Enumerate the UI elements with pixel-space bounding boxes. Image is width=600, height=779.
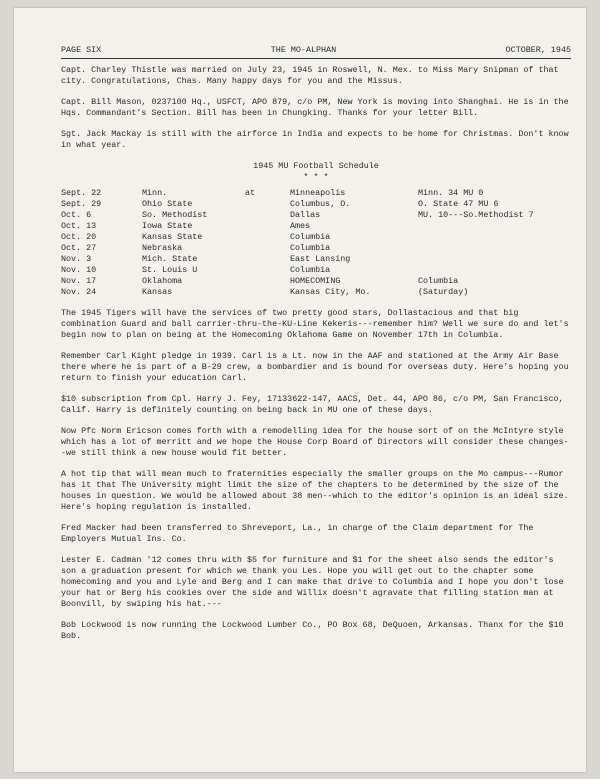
schedule-at — [245, 221, 290, 232]
schedule-result: O. State 47 MU 6 — [418, 199, 499, 209]
schedule-row — [61, 276, 548, 287]
schedule-opponent: Ohio State — [142, 199, 193, 209]
paragraph-mackay: Sgt. Jack Mackay is still with the airforce in India and expects to be home for Christmas. Don't know in what year. — [61, 129, 574, 150]
schedule-place: East Lansing — [290, 254, 351, 264]
paragraph-thistle: Capt. Charley Thistle was married on July 23, 1945 in Roswell, N. Mex. to Miss Mary Snipman of that city. Congratulations, Chas. Many happy days for you and the Missus. — [61, 65, 564, 86]
schedule-date: Oct. 20 — [61, 232, 97, 242]
schedule-row — [61, 287, 548, 298]
schedule-result: Columbia — [418, 276, 459, 286]
schedule-title: 1945 MU Football Schedule — [253, 161, 379, 171]
page-number: PAGE SIX — [61, 45, 102, 55]
schedule-at: at — [245, 188, 256, 198]
schedule-opponent: Iowa State — [142, 221, 193, 231]
newsletter-title: THE MO-ALPHAN — [270, 45, 337, 55]
schedule-row — [61, 265, 548, 276]
schedule-place: Ames — [290, 221, 311, 231]
schedule-result — [418, 221, 548, 232]
schedule-place: Kansas City, Mo. — [290, 287, 371, 297]
schedule-row — [61, 221, 548, 232]
paragraph-cadman: Lester E. Cadman '12 comes thru with $5 for furniture and $1 for the sheet also sends the editor's son a graduation present for which we thank you Les. Hope you will get out to the chapter some homecoming and you and Lyle and Berg and I can make that drive to Columbia and I hope you don't lose your hat or Berg his cookies over the side and Willix doesn't agravate that filling station man at Boonvill, by swiping his hat.--- — [61, 555, 569, 609]
schedule-opponent: Nebraska — [142, 243, 183, 253]
schedule-date: Nov. 17 — [61, 276, 97, 286]
page-content — [61, 45, 574, 652]
schedule-place: HOMECOMING — [290, 276, 341, 286]
schedule-opponent: St. Louis U — [142, 265, 198, 275]
schedule-at — [245, 287, 290, 298]
schedule-at — [245, 254, 290, 265]
newsletter-page — [14, 8, 586, 772]
schedule-date: Nov. 3 — [61, 254, 92, 264]
schedule-at — [245, 243, 290, 254]
schedule-row — [61, 199, 548, 210]
schedule-date: Sept. 22 — [61, 188, 102, 198]
schedule-opponent: Kansas — [142, 287, 173, 297]
schedule-row — [61, 188, 548, 199]
schedule-place: Columbus, O. — [290, 199, 351, 209]
schedule-at — [245, 199, 290, 210]
schedule-result: MU. 10---So.Methodist 7 — [418, 210, 534, 220]
schedule-place: Columbia — [290, 243, 331, 253]
schedule-row — [61, 210, 548, 221]
schedule-result: Minn. 34 MU 0 — [418, 188, 484, 198]
issue-date: OCTOBER, 1945 — [505, 45, 571, 55]
schedule-opponent: Mich. State — [142, 254, 198, 264]
schedule-result — [418, 232, 548, 243]
schedule-opponent: Minn. — [142, 188, 168, 198]
schedule-result: (Saturday) — [418, 287, 469, 297]
schedule-result — [418, 243, 548, 254]
schedule-row — [61, 243, 548, 254]
schedule-date: Oct. 27 — [61, 243, 97, 253]
paragraph-fey: $10 subscription from Cpl. Harry J. Fey, 17133622-147, AACS, Det. 44, APO 86, c/o PM, San Francisco, Calif. Harry is definitely counting on being back in MU one of these days. — [61, 394, 569, 415]
schedule-date: Sept. 29 — [61, 199, 102, 209]
schedule-result — [418, 265, 548, 276]
paragraph-hot-tip: A hot tip that will mean much to fraternities especially the smaller groups on the Mo campus---Rumor has it that The University might limit the size of the chapters to be determined by the size of the houses in question. We would be allowed about 38 men--which to the editor's opinion is an ideal size. Here's hoping regulation is installed. — [61, 469, 574, 512]
schedule-at — [245, 265, 290, 276]
schedule-row — [61, 232, 548, 243]
page-header — [61, 45, 571, 59]
schedule-place: Columbia — [290, 232, 331, 242]
schedule-place: Columbia — [290, 265, 331, 275]
schedule-place: Dallas — [290, 210, 321, 220]
schedule-at — [245, 232, 290, 243]
schedule-at — [245, 276, 290, 287]
schedule-at — [245, 210, 290, 221]
schedule-date: Oct. 13 — [61, 221, 97, 231]
schedule-result — [418, 254, 548, 265]
schedule-date: Oct. 6 — [61, 210, 92, 220]
paragraph-lockwood: Bob Lockwood is now running the Lockwood Lumber Co., PO Box 68, DeQuoen, Arkansas. Thanx for the $10 Bob. — [61, 620, 569, 641]
schedule-row — [61, 254, 548, 265]
football-schedule-table — [61, 188, 548, 298]
schedule-date: Nov. 10 — [61, 265, 97, 275]
schedule-date: Nov. 24 — [61, 287, 97, 297]
paragraph-macker: Fred Macker had been transferred to Shreveport, La., in charge of the Claim department for The Employers Mutual Ins. Co. — [61, 523, 539, 544]
paragraph-tigers: The 1945 Tigers will have the services of two pretty good stars, Dollastacious and that big combination Guard and ball carrier-thru-the-KU-Line Kekeris---remember him? Well we sure do and let's begin now to plan on being at the Homecoming Oklahoma Game on November 17th in Columbia. — [61, 308, 574, 340]
schedule-opponent: Kansas State — [142, 232, 203, 242]
paragraph-mason: Capt. Bill Mason, 0237100 Hq., USFCT, APO 879, c/o PM, New York is moving into Shanghai. He is in the Hqs. Commandant's Section. Bill has been in Chungking. Thanks for your letter Bill. — [61, 97, 574, 118]
schedule-stars: * * * — [303, 172, 329, 182]
paragraph-kight: Remember Carl Kight pledge in 1939. Carl is a Lt. now in the AAF and stationed at the Army Air Base there where he is part of a B-29 crew, a bombardier and is bound for overseas duty. Here's hoping you return to finish your education Carl. — [61, 351, 574, 383]
schedule-opponent: So. Methodist — [142, 210, 208, 220]
schedule-opponent: Oklahoma — [142, 276, 183, 286]
schedule-place: Minneapolis — [290, 188, 346, 198]
paragraph-ericson: Now Pfc Norm Ericson comes forth with a remodelling idea for the house sort of on the McIntyre style which has a lot of merritt and we hope the House Corp Board of Directors will consider these changes--we still think a new house would fit better. — [61, 426, 569, 458]
